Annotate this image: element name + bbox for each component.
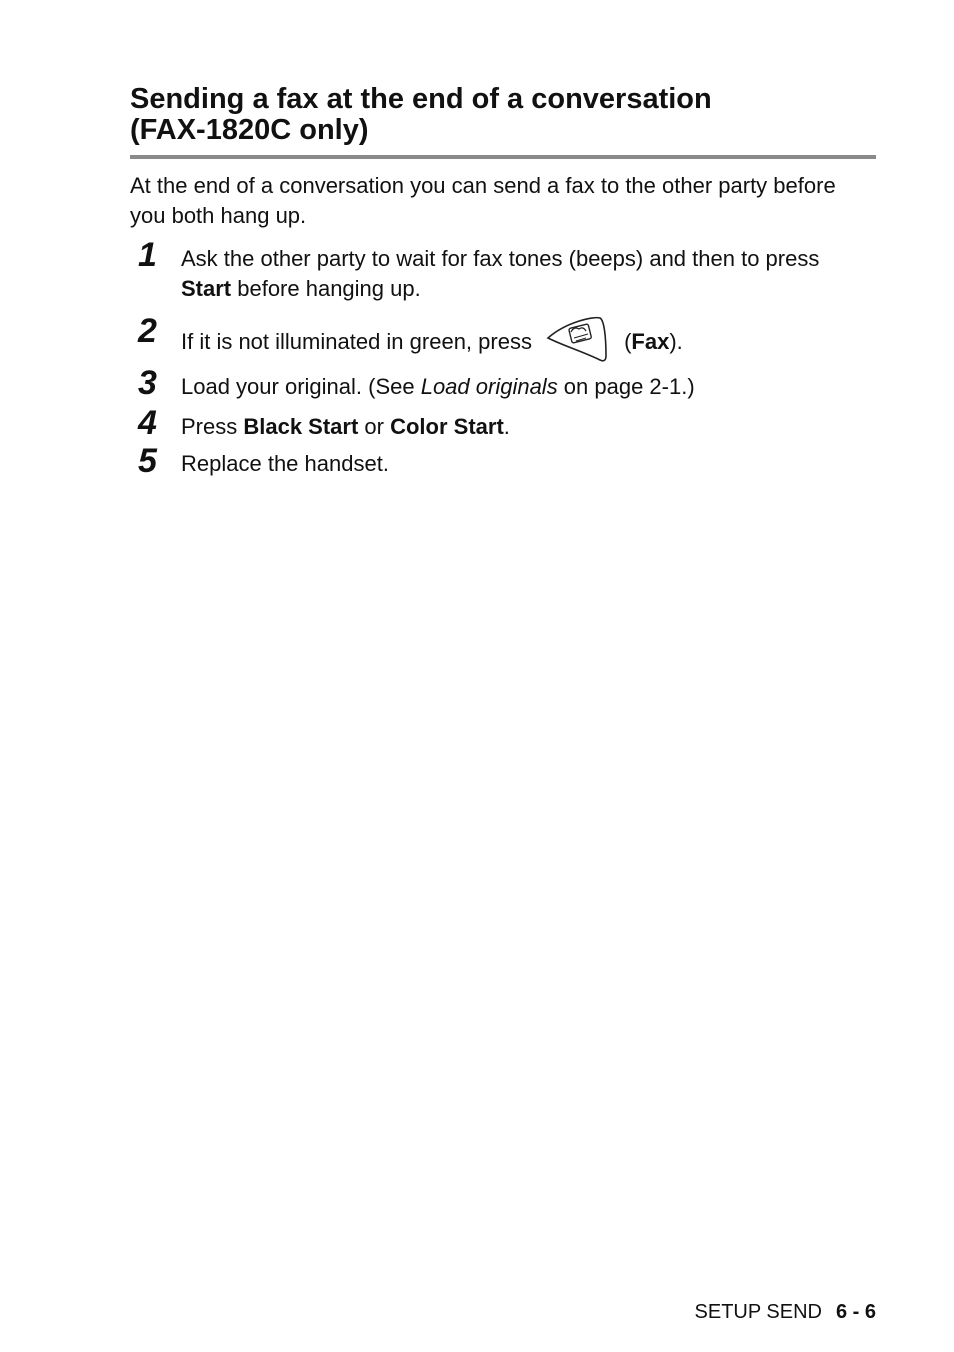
step-text-part: Press xyxy=(181,414,244,439)
step-text-part: Load your original. (See xyxy=(181,374,421,399)
fax-key-icon xyxy=(536,316,614,364)
title-rule xyxy=(130,155,876,159)
step-number: 4 xyxy=(138,404,157,442)
step-text xyxy=(181,244,871,304)
color-start-key-name: Color Start xyxy=(390,414,504,439)
cross-reference: Load originals xyxy=(420,374,558,399)
step-text-part: . xyxy=(503,414,510,439)
fax-key-name: Fax xyxy=(631,328,670,354)
section-title-line-1: Sending a fax at the end of a conversation xyxy=(130,83,712,115)
step-text xyxy=(181,319,871,367)
black-start-key-name: Black Start xyxy=(243,414,359,439)
step-number: 1 xyxy=(138,236,157,274)
step-text xyxy=(181,412,871,442)
footer-section-name: SETUP SEND xyxy=(694,1301,822,1323)
section-title-line-2: (FAX-1820C only) xyxy=(130,114,369,146)
start-key-name: Start xyxy=(181,276,232,301)
page-footer xyxy=(695,1300,876,1324)
step-text-part: ( xyxy=(617,328,632,354)
step-text-part: Ask the other party to wait for fax tones (beeps) and then to press xyxy=(181,246,820,271)
page-number: 6 - 6 xyxy=(835,1301,876,1323)
step-text-part: before hanging up. xyxy=(231,276,421,301)
step-text-part: If it is not illuminated in green, press xyxy=(181,328,532,354)
step-number: 3 xyxy=(138,364,157,402)
intro-paragraph: At the end of a conversation you can send a fax to the other party before you both hang up. xyxy=(130,173,836,228)
step-text xyxy=(181,449,871,479)
step-text xyxy=(181,372,871,402)
step-text-part: ). xyxy=(669,328,683,354)
step-number: 2 xyxy=(138,312,157,350)
section-title xyxy=(130,84,875,146)
step-text-part: Replace the handset. xyxy=(181,451,389,476)
step-text-part: on page 2-1.) xyxy=(557,374,695,399)
step-text-part: or xyxy=(358,414,391,439)
step-number: 5 xyxy=(138,442,157,480)
